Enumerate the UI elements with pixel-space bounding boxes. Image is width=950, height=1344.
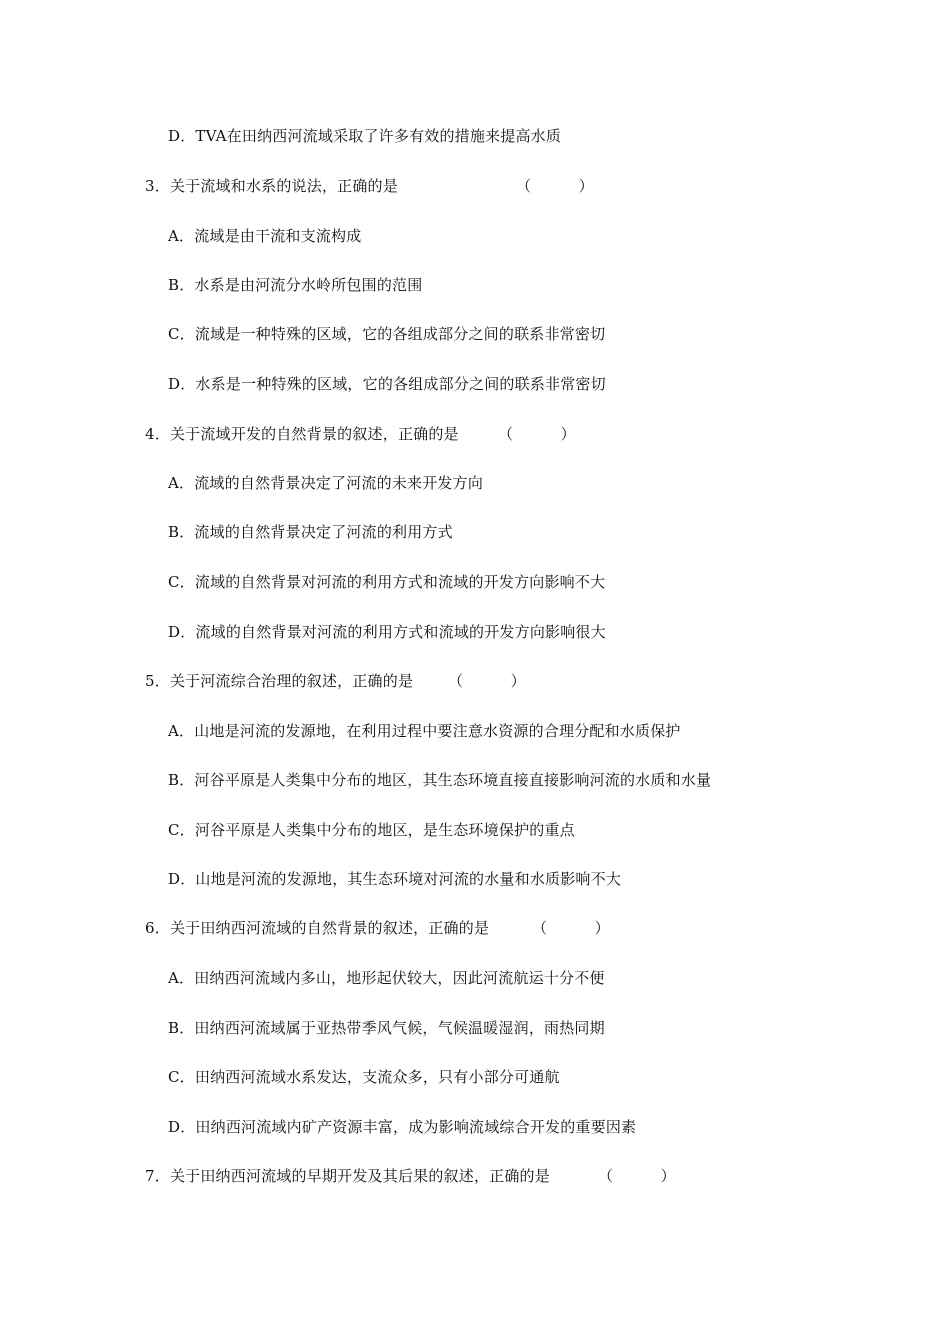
q6-option-d: D．田纳西河流域内矿产资源丰富，成为影响流域综合开发的重要因素 bbox=[168, 1118, 637, 1136]
question-4: 4．关于流域开发的自然背景的叙述，正确的是 bbox=[145, 425, 459, 443]
q5-option-a: A．山地是河流的发源地，在利用过程中要注意水资源的合理分配和水质保护 bbox=[168, 722, 681, 740]
question-7: 7．关于田纳西河流域的早期开发及其后果的叙述，正确的是 bbox=[145, 1167, 550, 1185]
q7-answer-blank: （ ） bbox=[598, 1167, 676, 1185]
q5-answer-blank: （ ） bbox=[448, 672, 526, 690]
q6-option-c: C．田纳西河流域水系发达，支流众多，只有小部分可通航 bbox=[168, 1068, 560, 1086]
q3-option-a: A．流域是由干流和支流构成 bbox=[168, 227, 362, 245]
q4-option-d: D．流域的自然背景对河流的利用方式和流域的开发方向影响很大 bbox=[168, 623, 606, 641]
q5-option-d: D．山地是河流的发源地，其生态环境对河流的水量和水质影响不大 bbox=[168, 870, 622, 888]
q3-answer-blank: （ ） bbox=[516, 177, 594, 195]
q4-answer-blank: （ ） bbox=[498, 425, 576, 443]
q3-option-d: D．水系是一种特殊的区域，它的各组成部分之间的联系非常密切 bbox=[168, 375, 606, 393]
q4-option-b: B．流域的自然背景决定了河流的利用方式 bbox=[168, 523, 453, 541]
q6-answer-blank: （ ） bbox=[532, 919, 610, 937]
question-3: 3．关于流域和水系的说法，正确的是 bbox=[145, 177, 398, 195]
question-6: 6．关于田纳西河流域的自然背景的叙述，正确的是 bbox=[145, 919, 490, 937]
q2-option-d: D．TVA在田纳西河流域采取了许多有效的措施来提高水质 bbox=[168, 127, 562, 145]
q3-option-b: B．水系是由河流分水岭所包围的范围 bbox=[168, 276, 423, 294]
q6-option-a: A．田纳西河流域内多山，地形起伏较大，因此河流航运十分不便 bbox=[168, 969, 605, 987]
q4-option-c: C．流域的自然背景对河流的利用方式和流域的开发方向影响不大 bbox=[168, 573, 606, 591]
q6-option-b: B．田纳西河流域属于亚热带季风气候，气候温暖湿润，雨热同期 bbox=[168, 1019, 605, 1037]
q3-option-c: C．流域是一种特殊的区域，它的各组成部分之间的联系非常密切 bbox=[168, 325, 606, 343]
q5-option-c: C．河谷平原是人类集中分布的地区，是生态环境保护的重点 bbox=[168, 821, 575, 839]
q5-option-b: B．河谷平原是人类集中分布的地区，其生态环境直接直接影响河流的水质和水量 bbox=[168, 771, 712, 789]
question-5: 5．关于河流综合治理的叙述，正确的是 bbox=[145, 672, 414, 690]
q4-option-a: A．流域的自然背景决定了河流的未来开发方向 bbox=[168, 474, 484, 492]
